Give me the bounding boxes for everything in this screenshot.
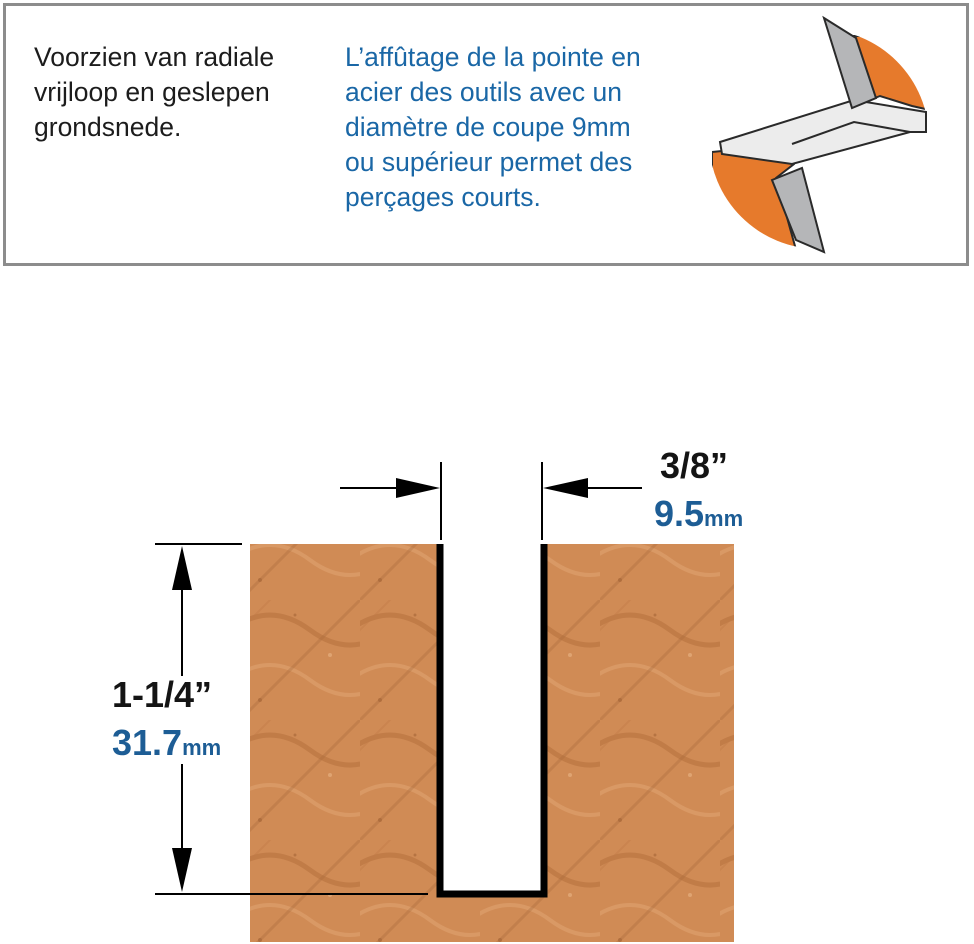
width-imperial-label: 3/8” [660, 445, 729, 486]
depth-metric-unit: mm [182, 735, 222, 760]
french-line-5: perçages courts. [345, 182, 541, 212]
width-arrow-right-head [543, 478, 588, 498]
width-metric-label [654, 493, 744, 534]
dutch-line-3: grondsnede. [34, 112, 182, 142]
dutch-line-1: Voorzien van radiale [34, 42, 275, 72]
french-line-2: acier des outils avec un [345, 77, 622, 107]
depth-arrow-head-top [172, 546, 192, 590]
depth-metric-value: 31.7 [112, 722, 183, 763]
width-arrow-left-head [396, 478, 440, 498]
width-metric-unit: mm [704, 506, 744, 531]
groove [440, 544, 544, 894]
depth-arrow-head-bottom [172, 848, 192, 892]
depth-imperial-label: 1-1/4” [112, 674, 213, 715]
french-line-1: L’affûtage de la pointe en [345, 42, 641, 72]
french-line-3: diamètre de coupe 9mm [345, 112, 631, 142]
depth-metric-label [112, 722, 222, 763]
width-metric-value: 9.5 [654, 493, 705, 534]
dutch-line-2: vrijloop en geslepen [34, 77, 270, 107]
french-line-4: ou supérieur permet des [345, 147, 633, 177]
